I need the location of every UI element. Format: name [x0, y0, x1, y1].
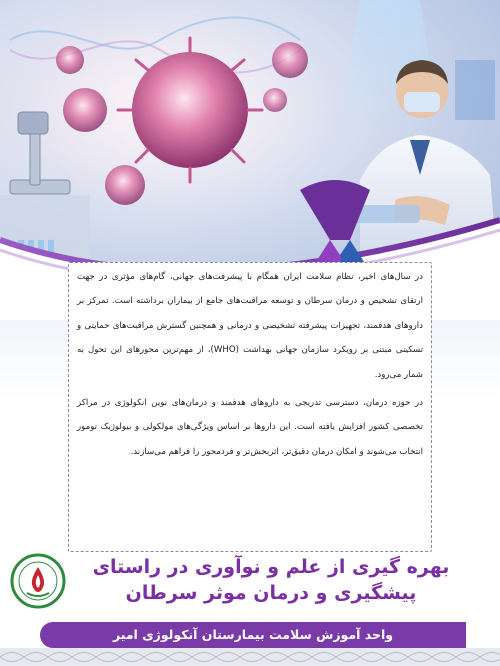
- paragraph-2: در حوزه درمان، دسترسی تدریجی به داروهای هدفمند و درمان‌های نوین انکولوژی در مراکز تخصصی کشور افزایش یافته است. این داروها بر اساس ویژگی‌های مولکولی و بیولوژیک تومور انتخاب می‌شوند و امکان درمان دقیق‌تر، اثربخش‌تر و فردمحور را فراهم می‌سازند.: [77, 398, 423, 457]
- article-card: [68, 262, 432, 552]
- headline-line-2: پیشگیری و درمان موثر سرطان: [125, 582, 417, 604]
- footer-ornament: [0, 648, 500, 666]
- footer-text: واحد آموزش سلامت بیمارستان آنکولوژی امیر: [112, 627, 394, 642]
- paragraph-1: در سال‌های اخیر، نظام سلامت ایران همگام با پیشرفت‌های جهانی، گام‌های مؤثری در جهت ارتقای تشخیص و درمان سرطان و توسعه مراقبت‌های جامع از بیماران برداشته است. تمرکز بر داروهای هدفمند، تجهیزات پیشرفته تشخیصی و درمانی و همچنین گسترش مراقبت‌های حمایتی و تسکینی مبتنی بر رویکرد سازمان جهانی بهداشت (WHO)، از مهم‌ترین محورهای این تحول به شمار می‌رود.: [77, 272, 424, 380]
- headline-line-1: بهره گیری از علم و نوآوری در راستای: [92, 556, 450, 578]
- hospital-logo-icon: [10, 553, 66, 609]
- footer: [0, 612, 500, 666]
